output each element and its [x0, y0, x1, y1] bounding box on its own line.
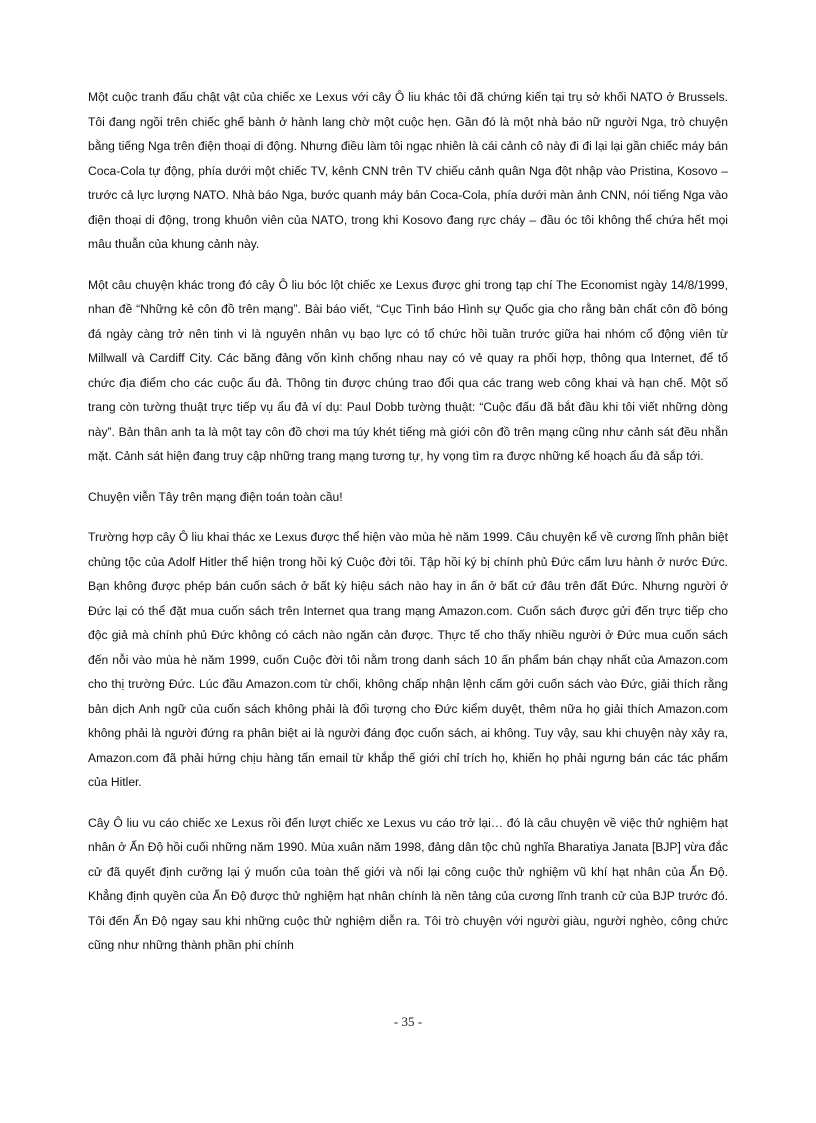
page-number: - 35 - [393, 1014, 423, 1029]
paragraph-hitler-amazon: Trường hợp cây Ô liu khai thác xe Lexus được thể hiện vào mùa hè năm 1999. Câu chuyện kể về cương lĩnh phân biệt chủng tộc của Adolf Hitler thể hiện trong hồi ký Cuộc đời tôi. Tập hồi ký bị chính phủ Đức cấm lưu hành ở nước Đức. Bạn không được phép bán cuốn sách ở bất kỳ hiệu sách nào hay in ấn ở bất cứ đâu trên đất Đức. Nhưng người ở Đức lại có thể đặt mua cuốn sách trên Internet qua trang mạng Amazon.com. Cuốn sách được gửi đến trực tiếp cho độc giả mà chính phủ Đức không có cách nào ngăn cản được. Thực tế cho thấy nhiều người ở Đức mua cuốn sách đến nỗi vào mùa hè năm 1999, cuốn Cuộc đời tôi nằm trong danh sách 10 ấn phẩm bán chạy nhất của Amazon.com cho thị trường Đức. Lúc đầu Amazon.com từ chối, không chấp nhận lệnh cấm gởi cuốn sách vào Đức, giải thích rằng bản dịch Anh ngữ của cuốn sách không phải là đối tượng cho Đức kiểm duyệt, thêm nữa họ giải thích Amazon.com không phải là người đứng ra phân biệt ai là người đáng đọc cuốn sách, ai không. Tuy vậy, sau khi chuyện này xảy ra, Amazon.com đã phải hứng chịu hàng tấn email từ khắp thế giới chỉ trích họ, khiến họ phải ngưng bán các tác phẩm của Hitler. [88, 530, 728, 789]
paragraph-india-nuclear: Cây Ô liu vu cáo chiếc xe Lexus rồi đến lượt chiếc xe Lexus vu cáo trở lại… đó là câu chuyện về việc thử nghiệm hạt nhân ở Ấn Độ hồi cuối những năm 1990. Mùa xuân năm 1998, đảng dân tộc chủ nghĩa Bharatiya Janata [BJP] vừa đắc cử đã quyết định cưỡng lại ý muốn của toàn thế giới và nối lại công cuộc thử nghiệm vũ khí hạt nhân của Ấn Độ. Khẳng định quyền của Ấn Độ được thử nghiệm hạt nhân chính là nền tảng của cương lĩnh tranh cử của BJP trước đó. Tôi đến Ấn Độ ngay sau khi những cuộc thử nghiệm diễn ra. Tôi trò chuyện với người giàu, người nghèo, công chức cũng như những thành phần phi chính [88, 815, 728, 952]
paragraph-wild-west-heading: Chuyện viễn Tây trên mạng điện toán toàn cầu! [88, 489, 343, 504]
page-body [88, 85, 728, 974]
paragraph-nato-brussels: Một cuộc tranh đấu chật vật của chiếc xe Lexus với cây Ô liu khác tôi đã chứng kiến tại trụ sở khối NATO ở Brussels. Tôi đang ngồi trên chiếc ghế bành ở hành lang chờ một cuộc hẹn. Gần đó là một nhà báo nữ người Nga, trò chuyện bằng tiếng Nga trên điện thoại di động. Nhưng điều làm tôi ngạc nhiên là cái cảnh cô này đi đi lại lại gần chiếc máy bán Coca-Cola tự động, phía dưới một chiếc TV, kênh CNN trên TV chiếu cảnh quân Nga đột nhập vào Pristina, Kosovo – trước cả lực lượng NATO. Nhà báo Nga, bước quanh máy bán Coca-Cola, phía dưới màn ảnh CNN, nói tiếng Nga vào điện thoại di động, trong khuôn viên của NATO, trong khi Kosovo đang rực cháy – đầu óc tôi không thể chứa hết mọi mâu thuẫn của khung cảnh này. [88, 90, 728, 251]
paragraph-economist-hooligans: Một câu chuyện khác trong đó cây Ô liu bóc lột chiếc xe Lexus được ghi trong tạp chí The Economist ngày 14/8/1999, nhan đề “Những kẻ côn đồ trên mạng”. Bài báo viết, “Cục Tình báo Hình sự Quốc gia cho rằng bản chất côn đồ bóng đá ngày càng trở nên tinh vi là nguyên nhân vụ bạo lực có tổ chức hồi tuần trước giữa hai nhóm cổ động viên từ Millwall và Cardiff City. Các băng đảng vốn kình chống nhau nay có vẻ quay ra phối hợp, thông qua Internet, để tổ chức địa điểm cho các cuộc ẩu đả. Thông tin được chúng trao đổi qua các trang web công khai và hạn chế. Một số trang còn tường thuật trực tiếp vụ ẩu đả ví dụ: Paul Dobb tường thuật: “Cuộc đấu đã bắt đầu khi tôi viết những dòng này”. Bản thân anh ta là một tay côn đồ chơi ma túy khét tiếng mà giới côn đồ trên mạng cũng như cảnh sát đều nhẵn mặt. Cảnh sát hiện đang truy cập những trang mạng tương tự, hy vọng tìm ra được những kế hoạch ẩu đả sắp tới. [88, 277, 728, 463]
